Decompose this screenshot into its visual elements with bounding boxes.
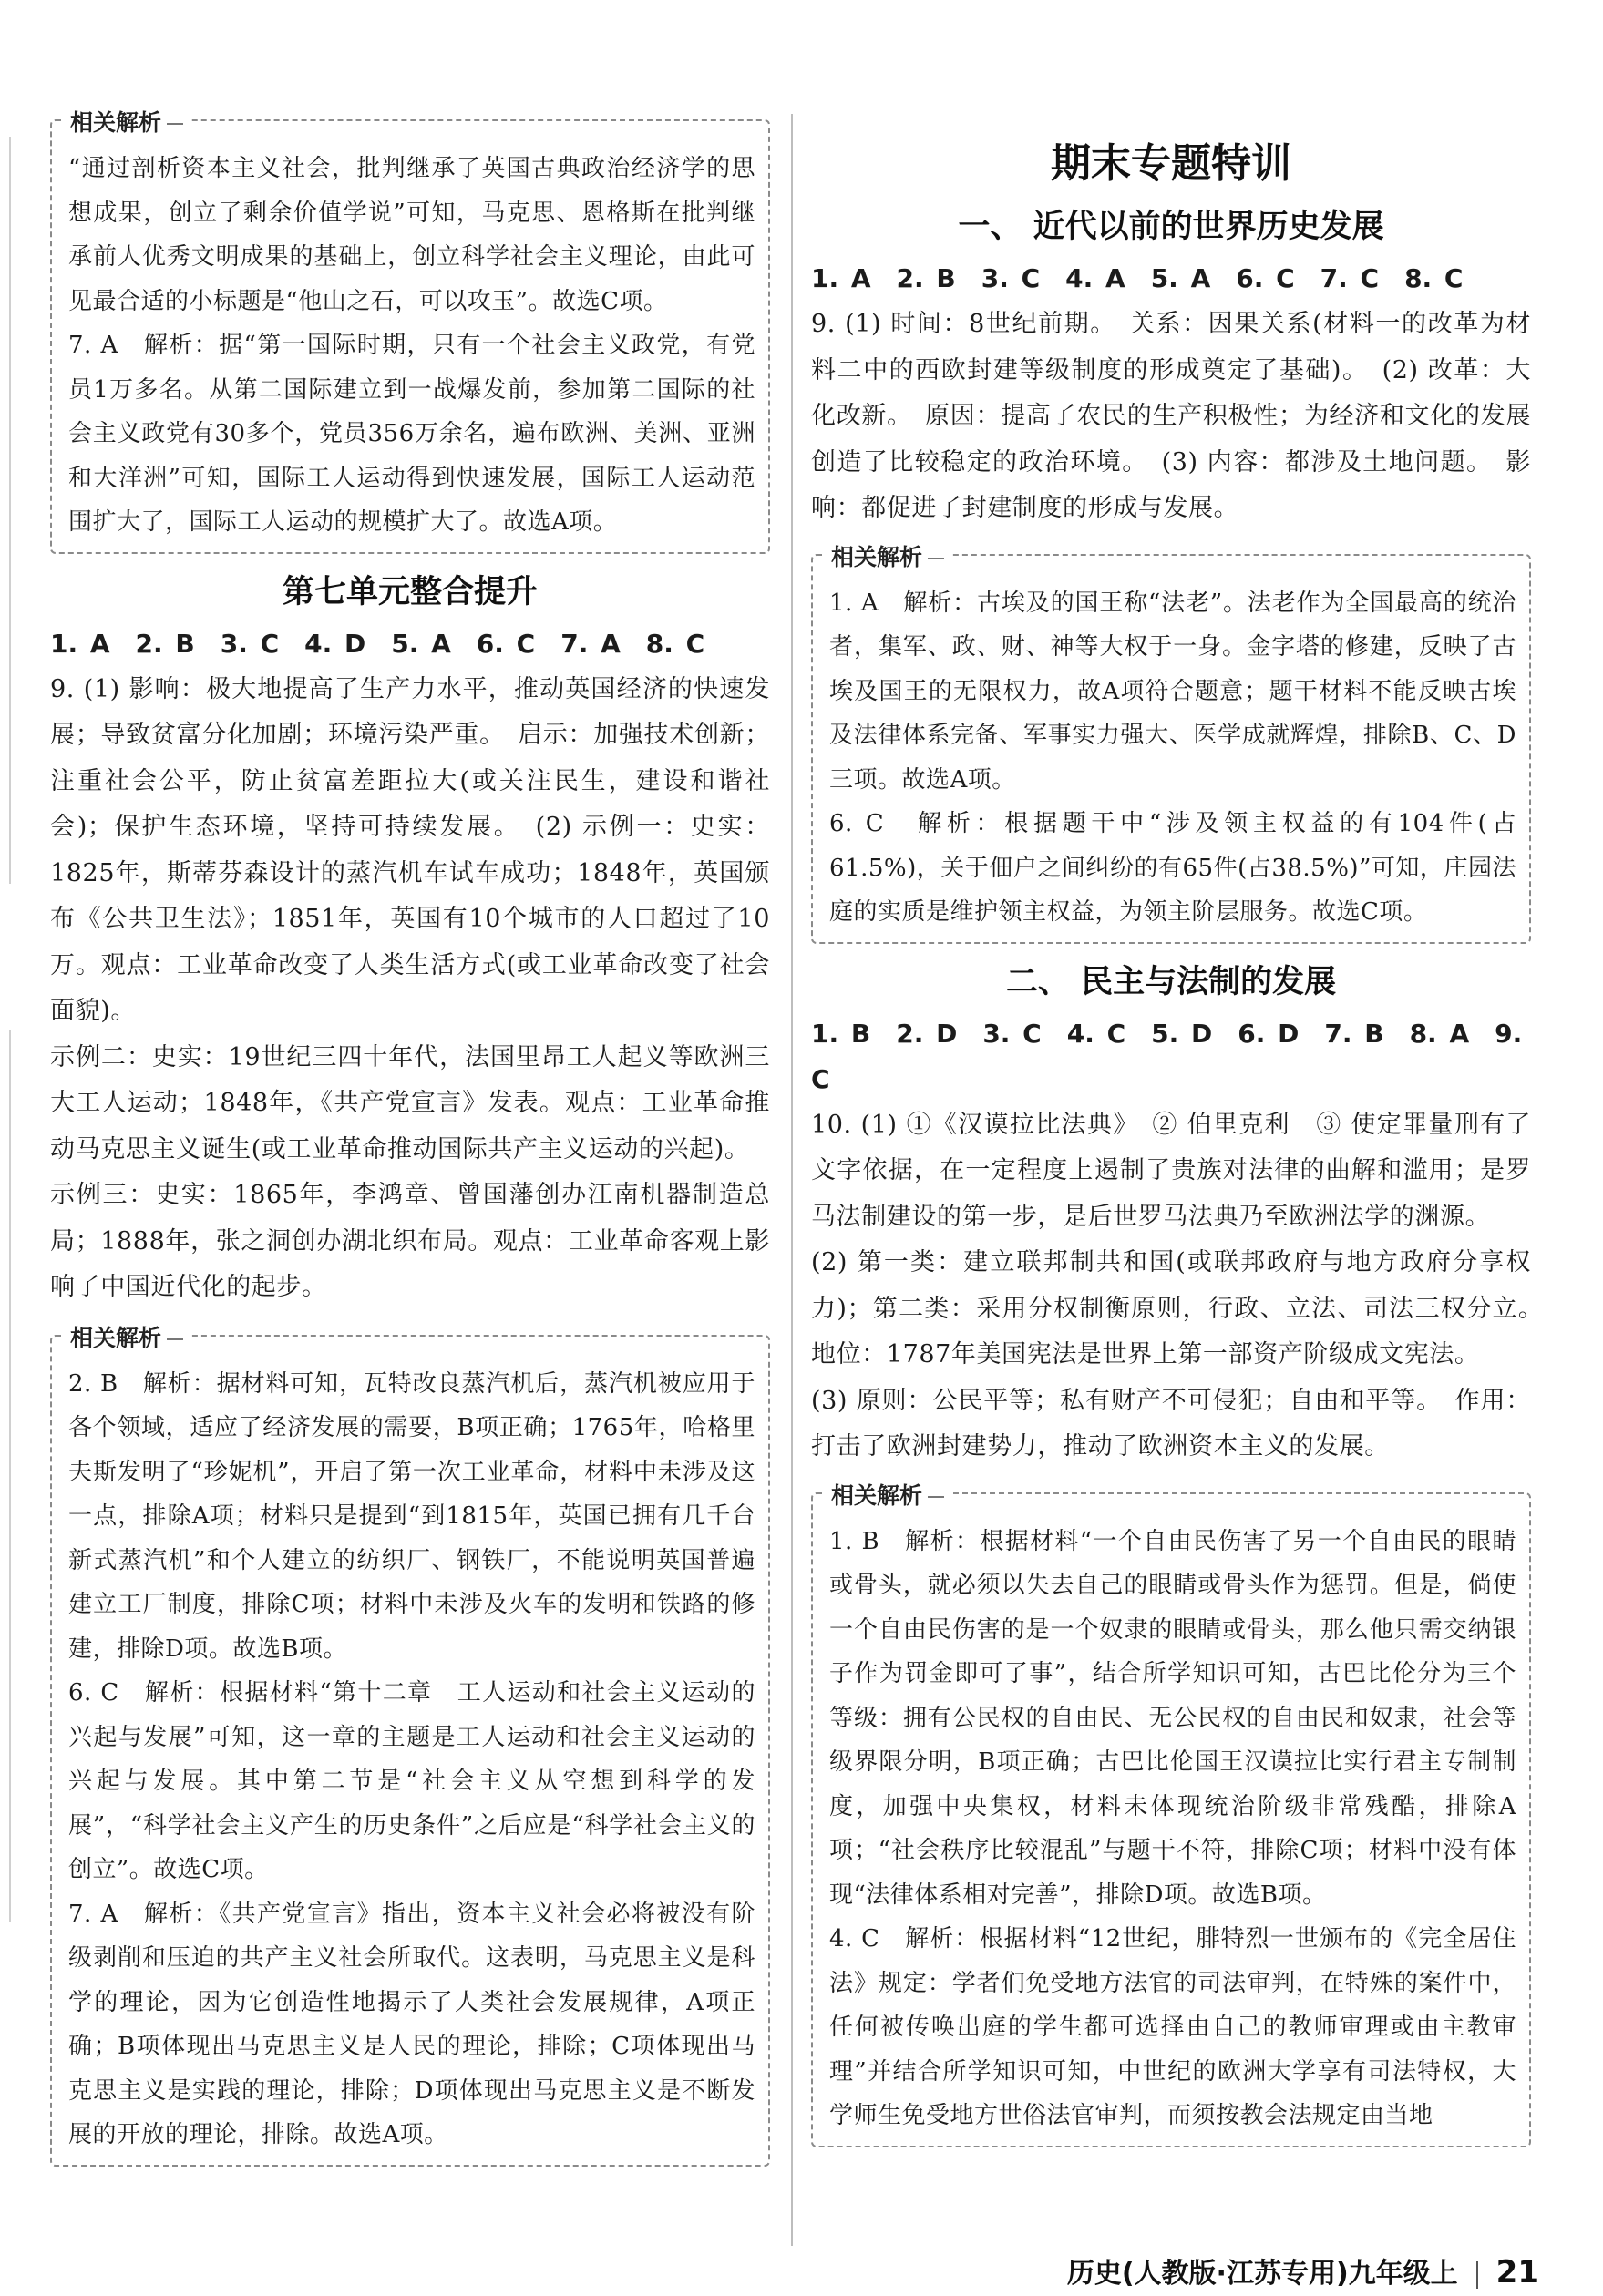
binding-edge-line: [9, 137, 11, 884]
right-column: [811, 114, 1557, 2157]
question-answer: (2) 第一类：建立联邦制共和国(或联邦政府与地方政府分享权力)；第二类：采用分权制衡原则，行政、立法、司法三权分立。 地位：1787年美国宪法是世界上第一部资产阶级成文宪法。: [811, 1248, 1557, 1368]
section-title: 一、 近代以前的世界历史发展: [958, 209, 1384, 245]
analysis-paragraph: 7. A 解析：据“第一国际时期，只有一个社会主义政党，有党员1万多名。从第二国际建立到一战爆发前，参加第二国际的社会主义政党有30多个，党员356万余名，遍布欧洲、美洲、亚洲和大洋洲”可知，国际工人运动得到快速发展，国际工人运动范围扩大了，国际工人运动的规模扩大了。故选A项。: [68, 332, 755, 536]
analysis-label: 相关解析: [824, 539, 951, 572]
question-answer: (3) 原则：公民平等；私有财产不可侵犯；自由和平等。 作用：打击了欧洲封建势力，推动了欧洲资本主义的发展。: [811, 1386, 1531, 1461]
analysis-label: 相关解析: [63, 1320, 190, 1353]
analysis-box: [50, 1324, 770, 2167]
analysis-paragraph: 1. B 解析：根据材料“一个自由民伤害了另一个自由民的眼睛或骨头，就必须以失去自己的眼睛或骨头作为惩罚。但是，倘使一个自由民伤害的是一个奴隶的眼睛或骨头，那么他只需交纳银子作为罚金即可了事”，结合所学知识可知，古巴比伦分为三个等级：拥有公民权的自由民、无公民权的自由民和奴隶，社会等级界限分明，B项正确；古巴比伦国王汉谟拉比实行君主专制制度，加强中央集权，材料未体现统治阶级非常残酷，排除A项；“社会秩序比较混乱”与题干不符，排除C项；材料中没有体现“法律体系相对完善”，排除D项。故选B项。: [829, 1527, 1516, 1909]
question-answer: 9. (1) 影响：极大地提高了生产力水平，推动英国经济的快速发展；导致贫富分化加剧；环境污染严重。 启示：加强技术创新；注重社会公平，防止贫富差距拉大(或关注民生，建设和谐社会)；保护生态环境，坚持可持续发展。 (2) 示例一：史实：1825年，斯蒂芬森设计的蒸汽机车试车成功；1848年，英国颁布《公共卫生法》；1851年，英国有10个城市的人口超过了10万。观点：工业革命改变了人类生活方式(或工业革命改变了社会面貌)。: [50, 674, 770, 1025]
footer-separator: [1476, 2261, 1478, 2289]
analysis-paragraph: 7. A 解析：《共产党宣言》指出，资本主义社会必将被没有阶级剥削和压迫的共产主义社会所取代。这表明，马克思主义是科学的理论，因为它创造性地揭示了人类社会发展规律，A项正确；B项体现出马克思主义是人民的理论，排除；C项体现出马克思主义是实践的理论，排除；D项体现出马克思主义是不断发展的开放的理论，排除。故选A项。: [68, 1900, 755, 2148]
analysis-paragraph: 6. C 解析：根据题干中“涉及领主权益的有104件(占61.5%)，关于佃户之间纠纷的有65件(占38.5%)”可知，庄园法庭的实质是维护领主权益，为领主阶层服务。故选C项。: [829, 810, 1516, 926]
page-footer: [1067, 2250, 1539, 2291]
page-title: 期末专题特训: [1051, 140, 1291, 187]
analysis-paragraph: 2. B 解析：据材料可知，瓦特改良蒸汽机后，蒸汽机被应用于各个领域，适应了经济发展的需要，B项正确；1765年，哈格里夫斯发明了“珍妮机”，开启了第一次工业革命，材料中未涉及这一点，排除A项；材料只是提到“到1815年，英国已拥有几千台新式蒸汽机”和个人建立的纺织厂、钢铁厂，不能说明英国普遍建立工厂制度，排除C项；材料中未涉及火车的发明和铁路的修建，排除D项。故选B项。: [68, 1369, 755, 1663]
section-title: 二、 民主与法制的发展: [1005, 963, 1337, 1000]
page-number: 21: [1495, 2254, 1539, 2291]
analysis-paragraph: “通过剖析资本主义社会，批判继承了英国古典政治经济学的思想成果，创立了剩余价值学说”可知，马克思、恩格斯在批判继承前人优秀文明成果的基础上，创立科学社会主义理论，由此可见最合适的小标题是“他山之石，可以攻玉”。故选C项。: [68, 155, 755, 315]
answer-key: 1. A 2. B 3. C 4. A 5. A 6. C 7. C 8. C: [811, 263, 1464, 293]
answer-key: 1. B 2. D 3. C 4. C 5. D 6. D 7. B 8. A 9. C: [811, 1018, 1523, 1094]
answer-key: 1. A 2. B 3. C 4. D 5. A 6. C 7. A 8. C: [50, 628, 705, 659]
analysis-paragraph: 6. C 解析：根据材料“第十二章 工人运动和社会主义运动的兴起与发展”可知，这一章的主题是工人运动和社会主义运动的兴起与发展。其中第二节是“社会主义从空想到科学的发展”，“科学社会主义产生的历史条件”之后应是“科学社会主义的创立”。故选C项。: [68, 1679, 755, 1883]
left-column: [50, 109, 770, 2176]
section-title: 第七单元整合提升: [282, 573, 538, 610]
analysis-label: 相关解析: [824, 1478, 951, 1511]
analysis-paragraph: 4. C 解析：根据材料“12世纪，腓特烈一世颁布的《完全居住法》规定：学者们免受地方法官的司法审判，在特殊的案件中，任何被传唤出庭的学生都可选择由自己的教师审理或由主教审理”并结合所学知识可知，中世纪的欧洲大学享有司法特权，大学师生免受地方世俗法官审判，而须按教会法规定由当地: [829, 1925, 1516, 2129]
analysis-paragraph: 1. A 解析：古埃及的国王称“法老”。法老作为全国最高的统治者，集军、政、财、神等大权于一身。金字塔的修建，反映了古埃及国王的无限权力，故A项符合题意；题干材料不能反映古埃及法律体系完备、军事实力强大、医学成就辉煌，排除B、C、D三项。故选A项。: [829, 589, 1516, 794]
analysis-box: [50, 109, 770, 554]
question-answer: 示例二：史实：19世纪三四十年代，法国里昂工人起义等欧洲三大工人运动；1848年，《共产党宣言》发表。观点：工业革命推动马克思主义诞生(或工业革命推动国际共产主义运动的兴起)。: [50, 1042, 770, 1163]
binding-edge-line: [9, 1030, 11, 1922]
question-answer: 示例三：史实：1865年，李鸿章、曾国藩创办江南机器制造总局；1888年，张之洞创办湖北织布局。观点：工业革命客观上影响了中国近代化的起步。: [50, 1181, 770, 1301]
subject-label: 历史(人教版·江苏专用)九年级上: [1066, 2258, 1458, 2290]
analysis-label: 相关解析: [63, 105, 190, 138]
analysis-box: [811, 543, 1531, 944]
question-answer: 10. (1) ①《汉谟拉比法典》 ② 伯里克利 ③ 使定罪量刑有了文字依据，在一定程度上遏制了贵族对法律的曲解和滥用；是罗马法制建设的第一步，是后世罗马法典乃至欧洲法学的渊源。: [811, 1110, 1531, 1231]
analysis-box: [811, 1481, 1531, 2147]
column-divider: [791, 114, 793, 2246]
question-answer: 9. (1) 时间：8世纪前期。 关系：因果关系(材料一的改革为材料二中的西欧封建等级制度的形成奠定了基础)。 (2) 改革：大化改新。 原因：提高了农民的生产积极性；为经济和文化的发展创造了比较稳定的政治环境。 (3) 内容：都涉及土地问题。 影响：都促进了封建制度的形成与发展。: [811, 310, 1531, 522]
